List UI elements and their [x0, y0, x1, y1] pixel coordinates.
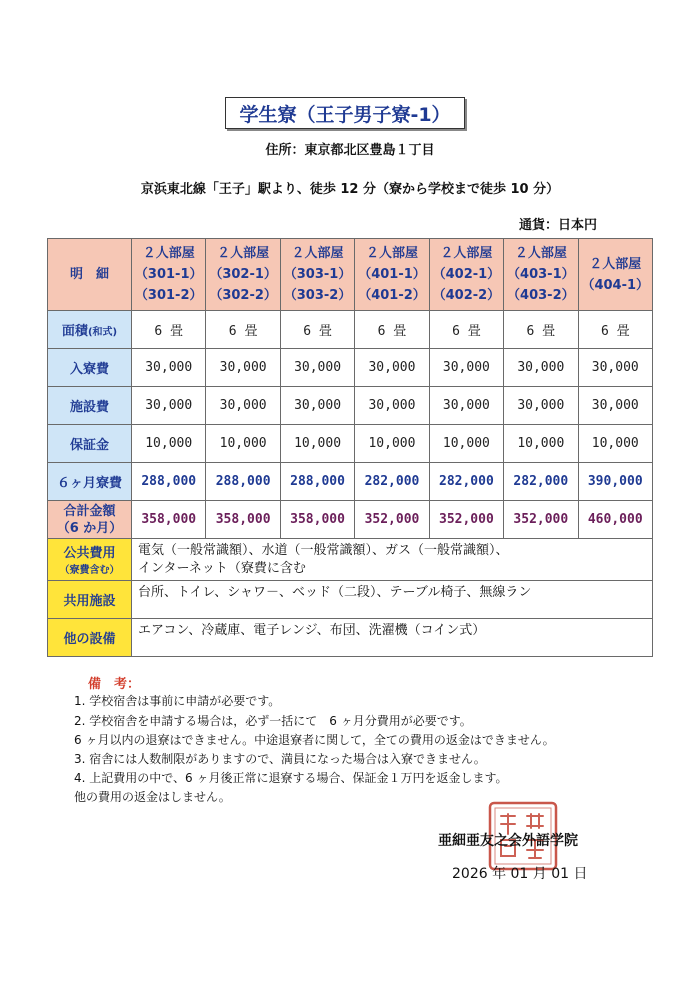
row-label-deposit: 保証金: [48, 425, 132, 463]
note-item: 他の費用の返金はしません。: [74, 790, 231, 804]
table-cell: 282,000: [355, 463, 429, 501]
room-header: ２人部屋 （303-1） （303-2）: [280, 239, 354, 311]
table-cell: 288,000: [132, 463, 206, 501]
table-cell: 10,000: [429, 425, 503, 463]
table-cell: 6 畳: [504, 311, 578, 349]
table-cell: 30,000: [504, 349, 578, 387]
entry-fee-row: [48, 349, 653, 387]
table-cell: 6 畳: [429, 311, 503, 349]
fee-table: [47, 238, 653, 657]
table-cell: 30,000: [206, 387, 280, 425]
room-header: ２人部屋 （402-1） （402-2）: [429, 239, 503, 311]
table-cell: 6 畳: [280, 311, 354, 349]
note-item: 1. 学校宿舎は事前に申請が必要です。: [74, 694, 281, 708]
table-cell: 30,000: [429, 387, 503, 425]
row-label-area: 面積(和式): [48, 311, 132, 349]
row-label-facility-fee: 施設費: [48, 387, 132, 425]
table-cell: 6 畳: [132, 311, 206, 349]
facility-fee-row: [48, 387, 653, 425]
table-cell: 30,000: [429, 349, 503, 387]
table-cell: 10,000: [280, 425, 354, 463]
table-cell: 30,000: [206, 349, 280, 387]
shared-facilities-description: 台所、トイレ、シャワ－、ベッド（二段）、テーブル椅子、無線ラン: [132, 581, 653, 619]
room-header: ２人部屋 （403-1） （403-2）: [504, 239, 578, 311]
table-cell: 30,000: [280, 387, 354, 425]
access-info: 京浜東北線「王子」駅より、徒歩 12 分（寮から学校まで徒歩 10 分）: [140, 182, 560, 197]
currency-note: 通貨：日本円: [518, 218, 597, 233]
row-label-six-month-fee: ６ヶ月寮費: [48, 463, 132, 501]
header-label: 明 細: [48, 239, 132, 311]
table-cell: 30,000: [578, 387, 652, 425]
table-cell: 358,000: [132, 501, 206, 539]
table-cell: 30,000: [578, 349, 652, 387]
table-cell: 358,000: [280, 501, 354, 539]
table-cell: 6 畳: [578, 311, 652, 349]
table-cell: 288,000: [206, 463, 280, 501]
row-label-utilities: 公共費用 （寮費含む）: [48, 539, 132, 581]
table-cell: 288,000: [280, 463, 354, 501]
table-cell: 30,000: [355, 349, 429, 387]
table-cell: 30,000: [355, 387, 429, 425]
table-cell: 352,000: [504, 501, 578, 539]
table-cell: 30,000: [132, 387, 206, 425]
table-cell: 352,000: [355, 501, 429, 539]
table-cell: 10,000: [206, 425, 280, 463]
area-row: [48, 311, 653, 349]
table-cell: 30,000: [280, 349, 354, 387]
school-name: 亜細亜友之会外語学院: [438, 833, 578, 849]
table-cell: 6 畳: [355, 311, 429, 349]
table-cell: 390,000: [578, 463, 652, 501]
table-cell: 10,000: [132, 425, 206, 463]
table-cell: 282,000: [504, 463, 578, 501]
table-cell: 358,000: [206, 501, 280, 539]
table-cell: 10,000: [504, 425, 578, 463]
utilities-description: 電気（一般常識額）、水道（一般常識額）、ガス（一般常識額）、 インターネット（寮費に含む: [132, 539, 653, 581]
table-cell: 30,000: [504, 387, 578, 425]
note-item: 4. 上記費用の中で、6 ヶ月後正常に退寮する場合、保証金１万円を返金します。: [74, 771, 508, 785]
utilities-row: [48, 539, 653, 581]
room-header: ２人部屋 （401-1） （401-2）: [355, 239, 429, 311]
note-item: 2. 学校宿舎を申請する場合は，必ず一括にて 6 ヶ月分費用が必要です。: [74, 714, 472, 728]
notes-title: 備 考：: [88, 677, 141, 692]
issue-date: 2026 年 01 月 01 日: [452, 866, 588, 882]
total-row: [48, 501, 653, 539]
other-equipment-row: [48, 619, 653, 657]
table-cell: 10,000: [355, 425, 429, 463]
row-label-shared: 共用施設: [48, 581, 132, 619]
note-item: 3. 宿舎には人数制限がありますので、満員になった場合は入寮できません。: [74, 752, 486, 766]
table-cell: 10,000: [578, 425, 652, 463]
table-cell: 352,000: [429, 501, 503, 539]
row-label-total: 合計金額 （6 か月）: [48, 501, 132, 539]
six-month-fee-row: [48, 463, 653, 501]
table-cell: 460,000: [578, 501, 652, 539]
table-cell: 282,000: [429, 463, 503, 501]
room-header: ２人部屋 （301-1） （301-2）: [132, 239, 206, 311]
room-header: ２人部屋 （404-1）: [578, 239, 652, 311]
table-cell: 6 畳: [206, 311, 280, 349]
table-header-row: [48, 239, 653, 311]
row-label-entry-fee: 入寮費: [48, 349, 132, 387]
deposit-row: [48, 425, 653, 463]
document-title: 学生寮（王子男子寮-1）: [225, 97, 465, 129]
room-header: ２人部屋 （302-1） （302-2）: [206, 239, 280, 311]
address: 住所：東京都北区豊島１丁目: [265, 143, 435, 158]
other-equipment-description: エアコン、冷蔵庫、電子レンジ、布団、洗濯機（コイン式）: [132, 619, 653, 657]
row-label-other: 他の設備: [48, 619, 132, 657]
table-cell: 30,000: [132, 349, 206, 387]
shared-facilities-row: [48, 581, 653, 619]
note-item: 6 ヶ月以内の退寮はできません。中途退寮者に関して，全ての費用の返金はできません。: [74, 733, 555, 747]
